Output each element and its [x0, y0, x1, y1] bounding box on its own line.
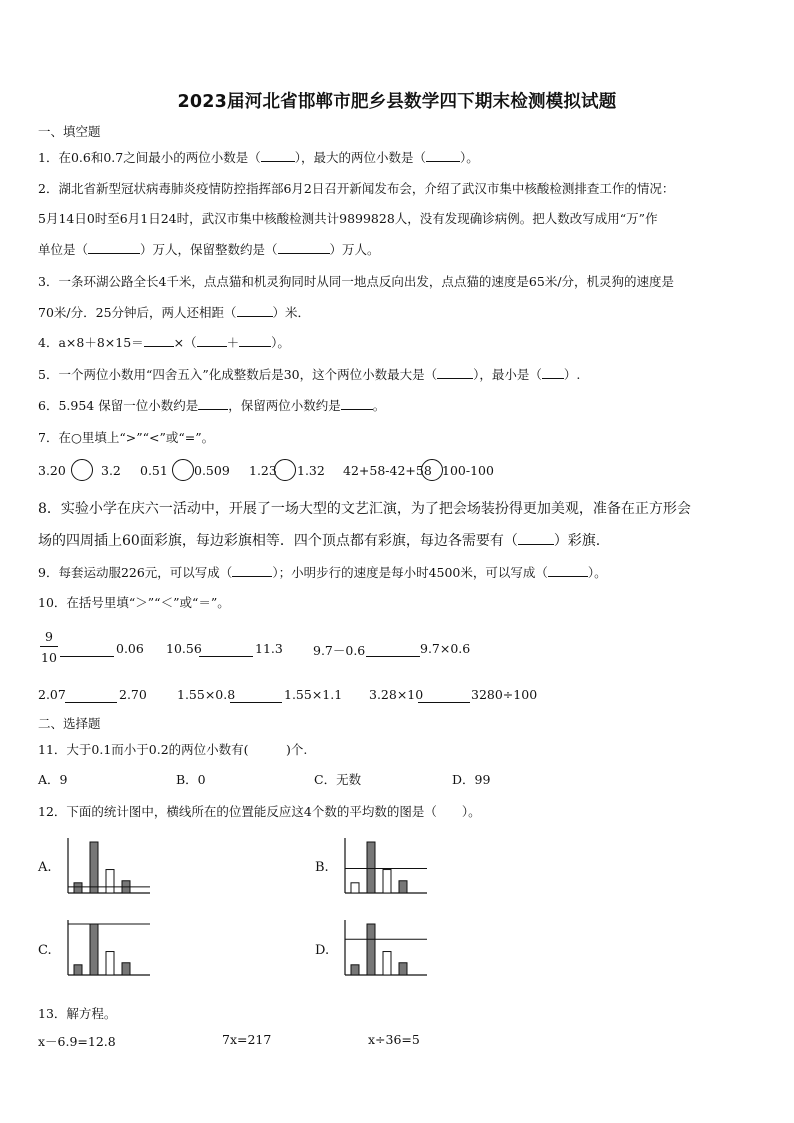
bar-chart-option-b[interactable]: [343, 838, 433, 896]
question-5: [38, 365, 580, 383]
answer-blank[interactable]: [230, 691, 282, 703]
question-2-line-1: 2．湖北省新型冠状病毒肺炎疫情防控指挥部6月2日召开新闻发布会，介绍了武汉市集中核酸检测排查工作的情况：: [38, 181, 675, 196]
question-2-line-2: 5月14日0时至6月1日24时，武汉市集中核酸检测共计9899828人，没有发现确诊病例。把人数改写成用“万”作: [38, 211, 658, 226]
answer-blank[interactable]: [418, 691, 470, 703]
q11-option-a[interactable]: A．9: [38, 772, 68, 787]
answer-blank[interactable]: [366, 645, 420, 657]
answer-blank[interactable]: [518, 533, 554, 545]
q12-option-b-label[interactable]: B.: [315, 860, 329, 875]
q11-option-d[interactable]: D．99: [452, 772, 491, 787]
answer-blank[interactable]: [232, 565, 272, 577]
q10-r1-val-2: 10.56: [166, 641, 202, 656]
answer-blank[interactable]: [261, 150, 295, 162]
q7-item-3-left: 1.23: [249, 463, 277, 478]
equation-1: x－6.9=12.8: [38, 1034, 116, 1049]
q10-r1-val-3: 11.3: [255, 641, 283, 656]
q7-item-3-right: 1.32: [297, 463, 325, 478]
compare-circle[interactable]: [71, 459, 93, 481]
q3-text-b: ）米．: [272, 305, 311, 320]
equation-2: 7x=217: [222, 1032, 272, 1047]
bar: [399, 881, 407, 893]
question-7: 7．在○里填上“>”“<”或“=”。: [38, 430, 215, 445]
q10-r1-val-5: 9.7×0.6: [420, 641, 471, 656]
question-4: [38, 333, 290, 351]
question-3-line-2: [38, 303, 310, 321]
bar: [351, 965, 359, 975]
q10-r1-val-4: 9.7－0.6: [313, 643, 366, 658]
bar: [90, 842, 98, 893]
q10-r2-val-6: 3280÷100: [471, 687, 538, 702]
q5-text-b: ），最小是（: [473, 367, 542, 382]
q10-r2-val-4: 1.55×1.1: [284, 687, 343, 702]
q12-option-d-label[interactable]: D.: [315, 943, 330, 958]
question-13: 13．解方程。: [38, 1006, 117, 1021]
q1-text-a: 1．在0.6和0.7之间最小的两位小数是（: [38, 150, 261, 165]
q6-text-b: ，保留两位小数约是: [228, 398, 341, 413]
q9-text-a: 9．每套运动服226元，可以写成（: [38, 565, 233, 580]
q11-option-b[interactable]: B．0: [176, 772, 206, 787]
question-9: [38, 563, 607, 581]
bar-chart-option-d[interactable]: [343, 920, 433, 978]
answer-blank[interactable]: [88, 242, 140, 254]
question-3-line-1: 3．一条环湖公路全长4千米，点点猫和机灵狗同时从同一地点反向出发，点点猫的速度是65米/分，机灵狗的速度是: [38, 274, 675, 289]
question-6: [38, 396, 385, 414]
compare-circle[interactable]: [274, 459, 296, 481]
q4-text-b: ×（: [173, 335, 197, 350]
q1-text-b: ），最大的两位小数是（: [294, 150, 426, 165]
compare-circle[interactable]: [172, 459, 194, 481]
q10-r2-val-1: 2.07: [38, 687, 66, 702]
q8-text-a: 场的四周插上60面彩旗，每边彩旗相等．四个顶点都有彩旗，每边各需要有（: [38, 533, 518, 549]
q7-item-4-left: 42+58-42+58: [343, 463, 432, 478]
question-10: 10．在括号里填“＞”“＜”或“＝”。: [38, 595, 230, 610]
answer-blank[interactable]: [278, 242, 330, 254]
q4-text-a: 4．a×8＋8×15＝: [38, 335, 144, 350]
q10-r1-val-1: 0.06: [116, 641, 144, 656]
q3-text-a: 70米/分．25分钟后，两人还相距（: [38, 305, 237, 320]
q5-text-a: 5．一个两位小数用“四舍五入”化成整数后是30，这个两位小数最大是（: [38, 367, 438, 382]
section-choice: 二、选择题: [38, 716, 101, 731]
answer-blank[interactable]: [426, 150, 460, 162]
q10-r2-val-3: 1.55×0.8: [177, 687, 236, 702]
q7-item-1-right: 3.2: [101, 463, 121, 478]
question-12: 12．下面的统计图中，横线所在的位置能反应这4个数的平均数的图是（ ）。: [38, 804, 481, 819]
question-8-line-1: 8．实验小学在庆六一活动中，开展了一场大型的文艺汇演，为了把会场装扮得更加美观，准备在正方形会: [38, 501, 691, 517]
answer-blank[interactable]: [199, 645, 253, 657]
bar: [383, 952, 391, 975]
section-fill-in: 一、填空题: [38, 124, 101, 139]
equation-3: x÷36=5: [368, 1032, 420, 1047]
q7-item-2-right: 0.509: [194, 463, 230, 478]
q1-text-c: ）。: [459, 150, 479, 165]
q4-text-d: ）。: [271, 335, 290, 350]
answer-blank[interactable]: [144, 335, 174, 347]
answer-blank[interactable]: [239, 335, 271, 347]
bar: [106, 870, 114, 893]
bar-chart-option-c[interactable]: [66, 920, 156, 978]
q2-text-c: ）万人。: [329, 242, 380, 257]
answer-blank[interactable]: [198, 398, 228, 410]
bar: [399, 963, 407, 975]
page-title: 2023届河北省邯郸市肥乡县数学四下期末检测模拟试题: [177, 92, 617, 112]
answer-blank[interactable]: [542, 367, 564, 379]
answer-blank[interactable]: [197, 335, 227, 347]
answer-blank[interactable]: [237, 305, 273, 317]
q12-option-a-label[interactable]: A.: [38, 860, 52, 875]
answer-blank[interactable]: [437, 367, 473, 379]
q5-text-c: ）.: [563, 367, 581, 382]
q7-item-4-right: 100-100: [442, 463, 494, 478]
q7-item-1-left: 3.20: [38, 463, 66, 478]
fraction-numerator: 9: [45, 629, 53, 644]
answer-blank[interactable]: [60, 645, 114, 657]
q6-text-c: 。: [372, 398, 386, 413]
q12-option-c-label[interactable]: C.: [38, 943, 52, 958]
bar: [106, 952, 114, 975]
fraction-denominator: 10: [41, 650, 57, 665]
bar: [90, 924, 98, 975]
q10-r2-val-5: 3.28×10: [369, 687, 424, 702]
question-1: [38, 148, 479, 166]
q11-option-c[interactable]: C．无数: [314, 772, 362, 787]
q2-text-a: 单位是（: [38, 242, 89, 257]
q4-text-c: ＋: [226, 335, 240, 350]
q8-text-b: ）彩旗.: [553, 533, 601, 549]
fraction-bar: [40, 646, 58, 647]
answer-blank[interactable]: [548, 565, 588, 577]
question-11: 11．大于0.1而小于0.2的两位小数有( )个.: [38, 742, 308, 757]
compare-circle[interactable]: [421, 459, 443, 481]
bar: [351, 883, 359, 893]
q2-text-b: ）万人，保留整数约是（: [140, 242, 278, 257]
question-8-line-2: [38, 530, 600, 550]
bar: [367, 924, 375, 975]
q6-text-a: 6．5.954 保留一位小数约是: [38, 398, 199, 413]
bar-chart-option-a[interactable]: [66, 838, 156, 896]
q9-text-b: ）；小明步行的速度是每小时4500米，可以写成（: [272, 565, 548, 580]
bar: [122, 963, 130, 975]
answer-blank[interactable]: [341, 398, 373, 410]
question-2-line-3: [38, 240, 380, 258]
bar: [367, 842, 375, 893]
bar: [74, 965, 82, 975]
answer-blank[interactable]: [65, 691, 117, 703]
bar: [74, 883, 82, 893]
q9-text-c: ）。: [587, 565, 607, 580]
bar: [383, 870, 391, 893]
q10-r2-val-2: 2.70: [119, 687, 147, 702]
q7-item-2-left: 0.51: [140, 463, 168, 478]
